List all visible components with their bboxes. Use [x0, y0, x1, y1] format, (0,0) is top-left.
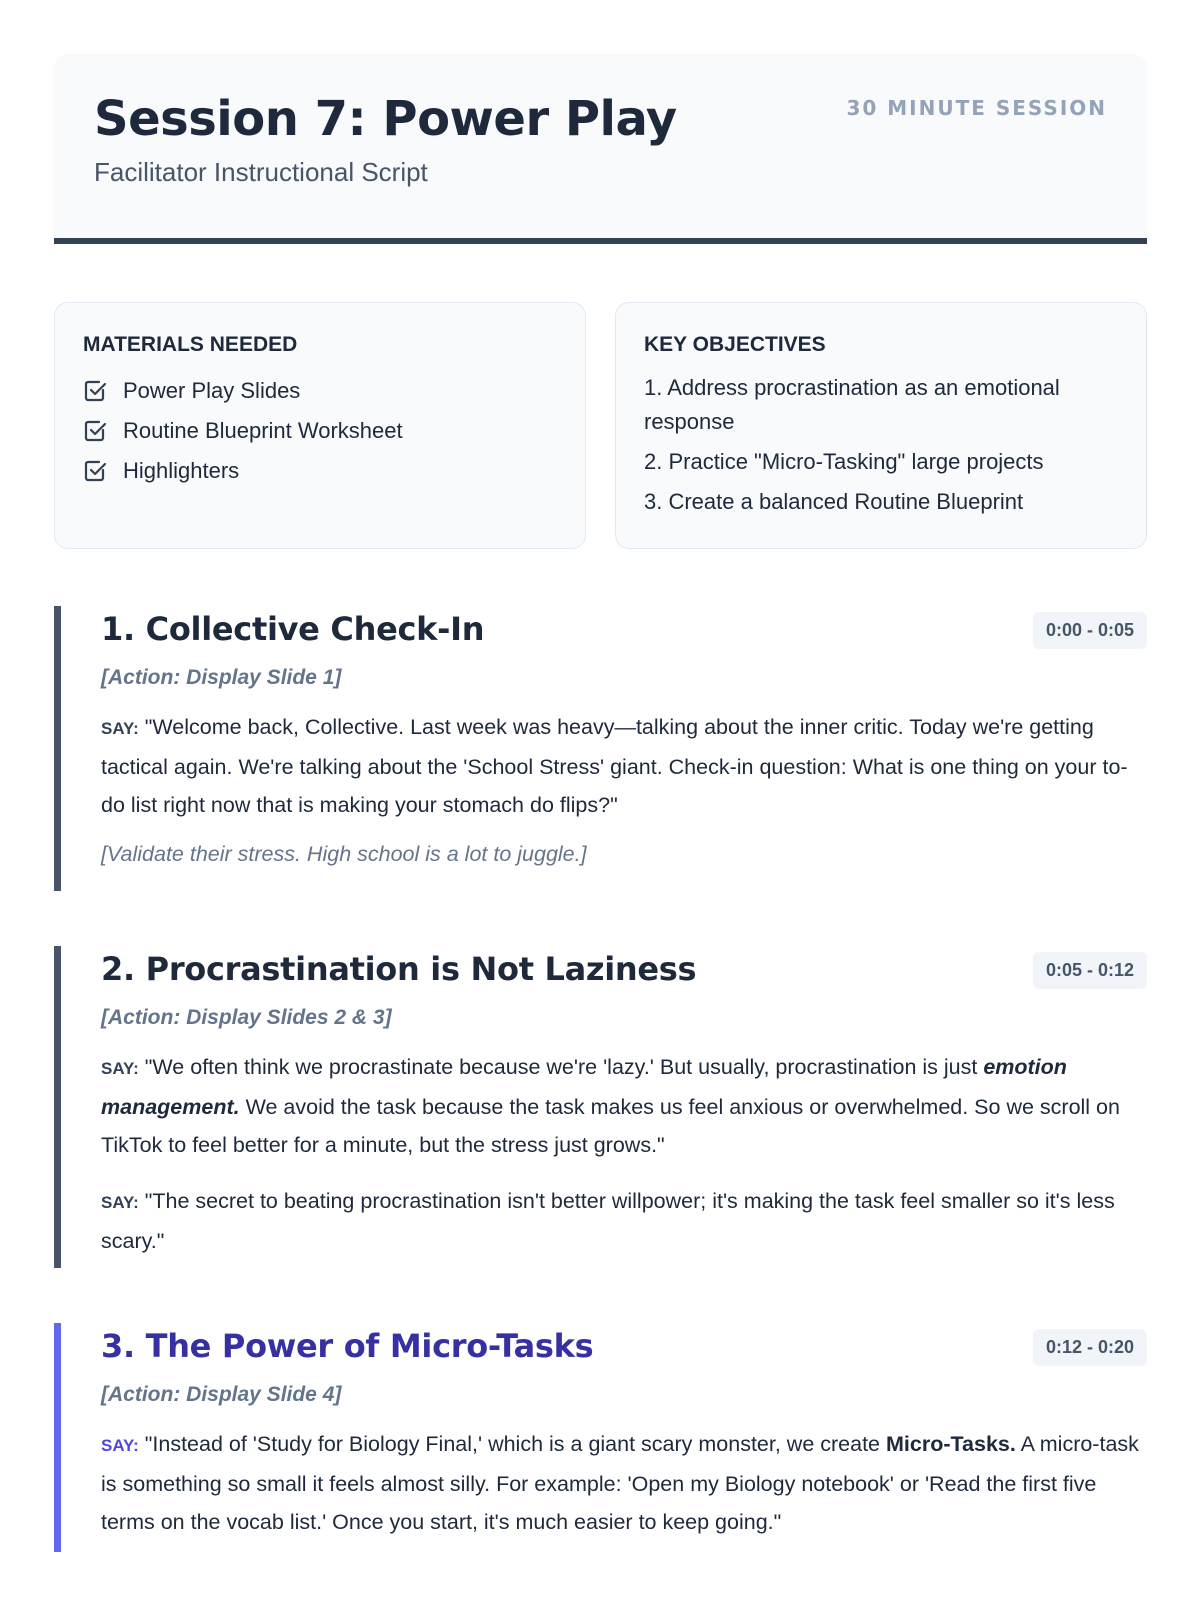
action-note: [Action: Display Slide 4]: [101, 1383, 342, 1406]
material-item: [83, 411, 557, 451]
section-title: 3. The Power of Micro-Tasks: [101, 1327, 594, 1365]
page-subtitle: Facilitator Instructional Script: [94, 157, 428, 188]
checkbox-checked-icon: [83, 419, 107, 443]
emphasis-text: emotion management.: [101, 1055, 1067, 1119]
say-label: SAY:: [101, 1193, 139, 1212]
objectives-box: [615, 302, 1147, 549]
material-label: Highlighters: [123, 458, 240, 483]
page-title: Session 7: Power Play: [94, 91, 677, 147]
section-title: 2. Procrastination is Not Laziness: [101, 950, 697, 988]
material-label: Power Play Slides: [123, 378, 301, 403]
say-label: SAY:: [101, 1436, 139, 1455]
say-paragraph: SAY: "The secret to beating procrastination isn't better willpower; it's making the task feel smaller so it's less scary.": [101, 1189, 1115, 1253]
time-badge: 0:12 - 0:20: [1033, 1329, 1147, 1366]
objective-item: 2. Practice "Micro-Tasking" large projects: [644, 449, 1044, 474]
say-paragraph: SAY: "Instead of 'Study for Biology Final,' which is a giant scary monster, we create Micro-Tasks. A micro-task is something so small it feels almost silly. For example: 'Open my Biology notebook' or 'Read the first five terms on the vocab list.' Once you start, it's much easier to keep going.": [101, 1432, 1139, 1534]
session-duration: 30 MINUTE SESSION: [846, 96, 1107, 120]
time-badge: 0:00 - 0:05: [1033, 612, 1147, 649]
time-badge: 0:05 - 0:12: [1033, 952, 1147, 989]
facilitator-note: [Validate their stress. High school is a lot to juggle.]: [101, 842, 587, 866]
material-item: [83, 451, 557, 491]
say-label: SAY:: [101, 1059, 139, 1078]
materials-heading: MATERIALS NEEDED: [83, 333, 298, 356]
material-label: Routine Blueprint Worksheet: [123, 418, 403, 443]
action-note: [Action: Display Slides 2 & 3]: [101, 1006, 392, 1029]
material-item: [83, 371, 557, 411]
checkbox-checked-icon: [83, 379, 107, 403]
materials-box: [54, 302, 586, 549]
objective-item: 3. Create a balanced Routine Blueprint: [644, 489, 1024, 514]
say-paragraph: SAY: "Welcome back, Collective. Last week was heavy—talking about the inner critic. Today we're getting tactical again. We're talking about the 'School Stress' giant. Check-in question: What is one thing on your to-do list right now that is making your stomach do flips?": [101, 715, 1128, 817]
objectives-heading: KEY OBJECTIVES: [644, 333, 826, 356]
session-header: [54, 54, 1147, 244]
bold-text: Micro-Tasks.: [886, 1432, 1016, 1456]
section-title: 1. Collective Check-In: [101, 610, 485, 648]
say-label: SAY:: [101, 719, 139, 738]
section-procrastination: [54, 946, 1147, 1268]
checkbox-checked-icon: [83, 459, 107, 483]
section-check-in: [54, 606, 1147, 891]
action-note: [Action: Display Slide 1]: [101, 666, 342, 689]
say-paragraph: SAY: "We often think we procrastinate because we're 'lazy.' But usually, procrastination is just emotion management. We avoid the task because the task makes us feel anxious or overwhelmed. So we scroll on TikTok to feel better for a minute, but the stress just grows.": [101, 1055, 1120, 1157]
section-micro-tasks: [54, 1323, 1147, 1552]
objective-item: 1. Address procrastination as an emotional response: [644, 375, 1060, 434]
